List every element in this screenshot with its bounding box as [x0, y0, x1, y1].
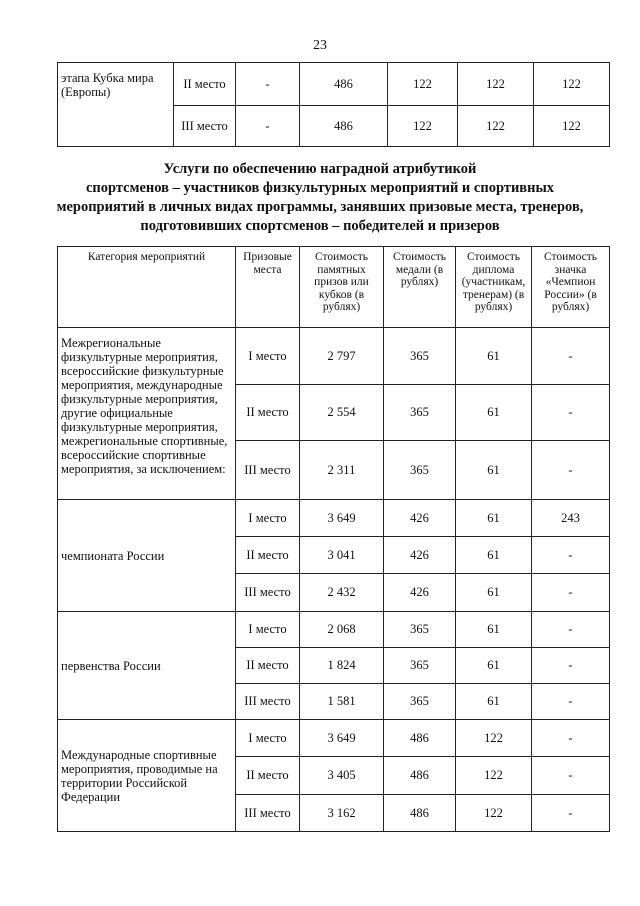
top-table-cell: 122: [458, 106, 534, 147]
medal-cell: 486: [384, 795, 456, 832]
header-category: Категория мероприятий: [58, 247, 236, 328]
badge-cell: -: [532, 537, 610, 574]
diploma-cell: 61: [456, 612, 532, 648]
diploma-cell: 61: [456, 328, 532, 385]
place-cell: I место: [236, 328, 300, 385]
prize-cell: 3 041: [300, 537, 384, 574]
top-table-cell: 122: [388, 63, 458, 106]
diploma-cell: 61: [456, 574, 532, 612]
prize-cell: 3 649: [300, 500, 384, 537]
medal-cell: 426: [384, 574, 456, 612]
medal-cell: 365: [384, 612, 456, 648]
diploma-cell: 61: [456, 441, 532, 500]
medal-cell: 365: [384, 385, 456, 441]
place-cell: I место: [236, 500, 300, 537]
top-table-cell: -: [236, 106, 300, 147]
badge-cell: -: [532, 385, 610, 441]
prize-cell: 2 068: [300, 612, 384, 648]
place-cell: III место: [236, 441, 300, 500]
category-cell: чемпионата России: [58, 500, 236, 612]
heading-line: подготовивших спортсменов – победителей и призеров: [140, 218, 500, 234]
diploma-cell: 122: [456, 757, 532, 795]
place-cell: II место: [236, 648, 300, 684]
medal-cell: 486: [384, 720, 456, 757]
medal-cell: 365: [384, 328, 456, 385]
badge-cell: 243: [532, 500, 610, 537]
prize-cell: 3 162: [300, 795, 384, 832]
diploma-cell: 61: [456, 648, 532, 684]
category-cell: Международные спортивные мероприятия, проводимые на территории Российской Федерации: [58, 720, 236, 832]
badge-cell: -: [532, 612, 610, 648]
prize-cell: 1 824: [300, 648, 384, 684]
category-cell: первенства России: [58, 612, 236, 720]
top-table-cell: 122: [534, 106, 610, 147]
diploma-cell: 122: [456, 720, 532, 757]
place-cell: I место: [236, 720, 300, 757]
diploma-cell: 61: [456, 500, 532, 537]
prize-cell: 3 649: [300, 720, 384, 757]
top-table-cell: -: [236, 63, 300, 106]
badge-cell: -: [532, 684, 610, 720]
top-table-place: II место: [174, 63, 236, 106]
prize-cell: 2 554: [300, 385, 384, 441]
diploma-cell: 61: [456, 537, 532, 574]
top-table-cell: 122: [458, 63, 534, 106]
header-badge-cost: Стоимость значка «Чемпион России» (в рублях): [532, 247, 610, 328]
medal-cell: 426: [384, 537, 456, 574]
prize-cell: 2 311: [300, 441, 384, 500]
diploma-cell: 122: [456, 795, 532, 832]
medal-cell: 426: [384, 500, 456, 537]
heading-line: мероприятий в личных видах программы, занявших призовые места, тренеров,: [56, 199, 584, 215]
place-cell: III место: [236, 684, 300, 720]
place-cell: III место: [236, 574, 300, 612]
category-cell: Межрегиональные физкультурные мероприятия, всероссийские физкультурные мероприятия, международные физкультурные мероприятия, другие официальные физкультурные мероприятия, межрегиональные спортивные, всероссийские спортивные мероприятия, за исключением:: [58, 328, 236, 500]
main-table: [57, 246, 610, 832]
top-table-cell: 486: [300, 106, 388, 147]
place-cell: II место: [236, 757, 300, 795]
badge-cell: -: [532, 574, 610, 612]
badge-cell: -: [532, 795, 610, 832]
badge-cell: -: [532, 720, 610, 757]
badge-cell: -: [532, 441, 610, 500]
badge-cell: -: [532, 757, 610, 795]
top-table-cell: 486: [300, 63, 388, 106]
prize-cell: 2 432: [300, 574, 384, 612]
place-cell: II место: [236, 537, 300, 574]
top-table: [57, 62, 610, 147]
top-table-place: III место: [174, 106, 236, 147]
medal-cell: 365: [384, 684, 456, 720]
diploma-cell: 61: [456, 385, 532, 441]
section-heading: [0, 160, 640, 236]
header-diploma-cost: Стоимость диплома (участникам, тренерам) (в рублях): [456, 247, 532, 328]
header-place: Призовые места: [236, 247, 300, 328]
heading-line: Услуги по обеспечению наградной атрибутикой: [163, 161, 477, 177]
diploma-cell: 61: [456, 684, 532, 720]
badge-cell: -: [532, 648, 610, 684]
medal-cell: 365: [384, 648, 456, 684]
heading-line: спортсменов – участников физкультурных мероприятий и спортивных: [85, 180, 555, 196]
badge-cell: -: [532, 328, 610, 385]
place-cell: I место: [236, 612, 300, 648]
prize-cell: 3 405: [300, 757, 384, 795]
header-medal-cost: Стоимость медали (в рублях): [384, 247, 456, 328]
place-cell: III место: [236, 795, 300, 832]
prize-cell: 1 581: [300, 684, 384, 720]
medal-cell: 486: [384, 757, 456, 795]
page-number: 23: [313, 38, 327, 53]
prize-cell: 2 797: [300, 328, 384, 385]
top-table-category: этапа Кубка мира (Европы): [58, 63, 174, 147]
top-table-cell: 122: [388, 106, 458, 147]
medal-cell: 365: [384, 441, 456, 500]
top-table-cell: 122: [534, 63, 610, 106]
header-prize-cost: Стоимость памятных призов или кубков (в рублях): [300, 247, 384, 328]
place-cell: II место: [236, 385, 300, 441]
